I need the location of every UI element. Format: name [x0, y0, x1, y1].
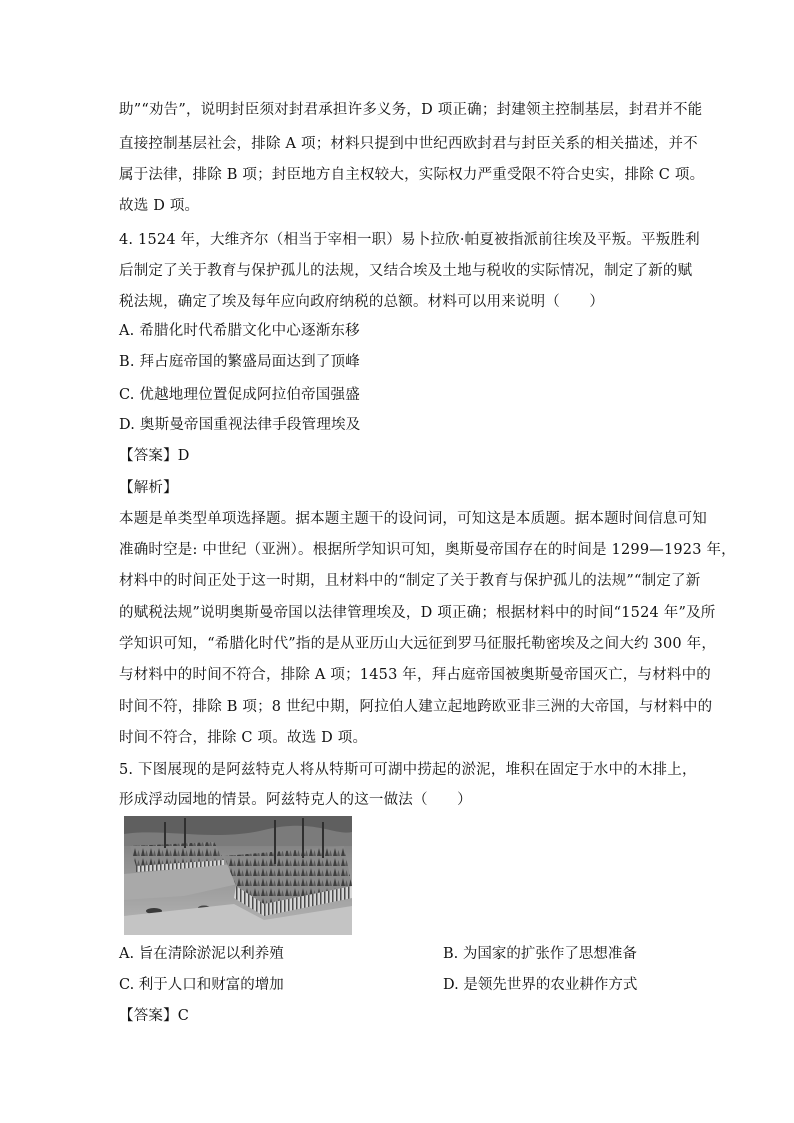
q4-answer: 【答案】D [119, 448, 190, 464]
intro-line: 属于法律，排除 B 项；封臣地方自主权较大，实际权力严重受限不符合史实，排除 C 项。 [119, 167, 705, 183]
q4-analysis-line: 时间不符，排除 B 项；8 世纪中期，阿拉伯人建立起地跨欧亚非三洲的大帝国，与材料中的 [119, 699, 713, 715]
q4-analysis-line: 准确时空是: 中世纪（亚洲）。根据所学知识可知，奥斯曼帝国存在的时间是 1299—1923 年， [119, 542, 736, 558]
q4-option-d: D. 奥斯曼帝国重视法律手段管理埃及 [119, 417, 361, 433]
q4-option-b: B. 拜占庭帝国的繁盛局面达到了顶峰 [119, 354, 360, 370]
q4-analysis-line: 材料中的时间正处于这一时期，且材料中的“制定了关于教育与保护孤儿的法规”“制定了新 [119, 573, 701, 589]
intro-line: 直接控制基层社会，排除 A 项；材料只提到中世纪西欧封君与封臣关系的相关描述，并不 [119, 136, 698, 152]
q4-analysis-line: 的赋税法规”说明奥斯曼帝国以法律管理埃及，D 项正确；根据材料中的时间“1524 年”及所 [119, 605, 716, 621]
q4-analysis-line: 时间不符合，排除 C 项。故选 D 项。 [119, 730, 368, 746]
q4-analysis-line: 学知识可知，“希腊化时代”指的是从亚历山大远征到罗马征服托勒密埃及之间大约 300 年， [119, 636, 717, 652]
q5-stem-line: 形成浮动园地的情景。阿兹特克人的这一做法（ ） [119, 792, 472, 808]
q4-analysis-line: 本题是单类型单项选择题。据本题主题干的设问词，可知这是本质题。据本题时间信息可知 [119, 511, 707, 527]
q4-stem-line: 4. 1524 年，大维齐尔（相当于宰相一职）易卜拉欣·帕夏被指派前往埃及平叛。平叛胜利 [119, 232, 700, 248]
q4-analysis-line: 与材料中的时间不符合，排除 A 项；1453 年，拜占庭帝国被奥斯曼帝国灭亡，与材料中的 [119, 667, 711, 683]
q4-option-c: C. 优越地理位置促成阿拉伯帝国强盛 [119, 387, 360, 403]
q5-stem-line: 5. 下图展现的是阿兹特克人将从特斯可可湖中捞起的淤泥，堆积在固定于水中的木排上， [119, 762, 697, 778]
q5-option-d: D. 是领先世界的农业耕作方式 [443, 977, 638, 993]
q5-option-b: B. 为国家的扩张作了思想准备 [443, 946, 637, 962]
q4-stem-line: 税法规，确定了埃及每年应向政府纳税的总额。材料可以用来说明（ ） [119, 294, 605, 310]
q4-option-a: A. 希腊化时代希腊文化中心逐渐东移 [119, 323, 360, 339]
q5-answer: 【答案】C [119, 1008, 190, 1024]
q4-analysis-heading: 【解析】 [119, 480, 178, 496]
q5-option-c: C. 利于人口和财富的增加 [119, 977, 284, 993]
q5-option-a: A. 旨在清除淤泥以利养殖 [119, 946, 284, 962]
floating-garden-photo [124, 816, 352, 935]
q4-stem-line: 后制定了关于教育与保护孤儿的法规，又结合埃及土地与税收的实际情况，制定了新的赋 [119, 263, 693, 279]
intro-line: 故选 D 项。 [119, 198, 200, 214]
intro-line: 助”“劝告”，说明封臣须对封君承担许多义务，D 项正确；封建领主控制基层，封君并不能 [119, 102, 703, 118]
